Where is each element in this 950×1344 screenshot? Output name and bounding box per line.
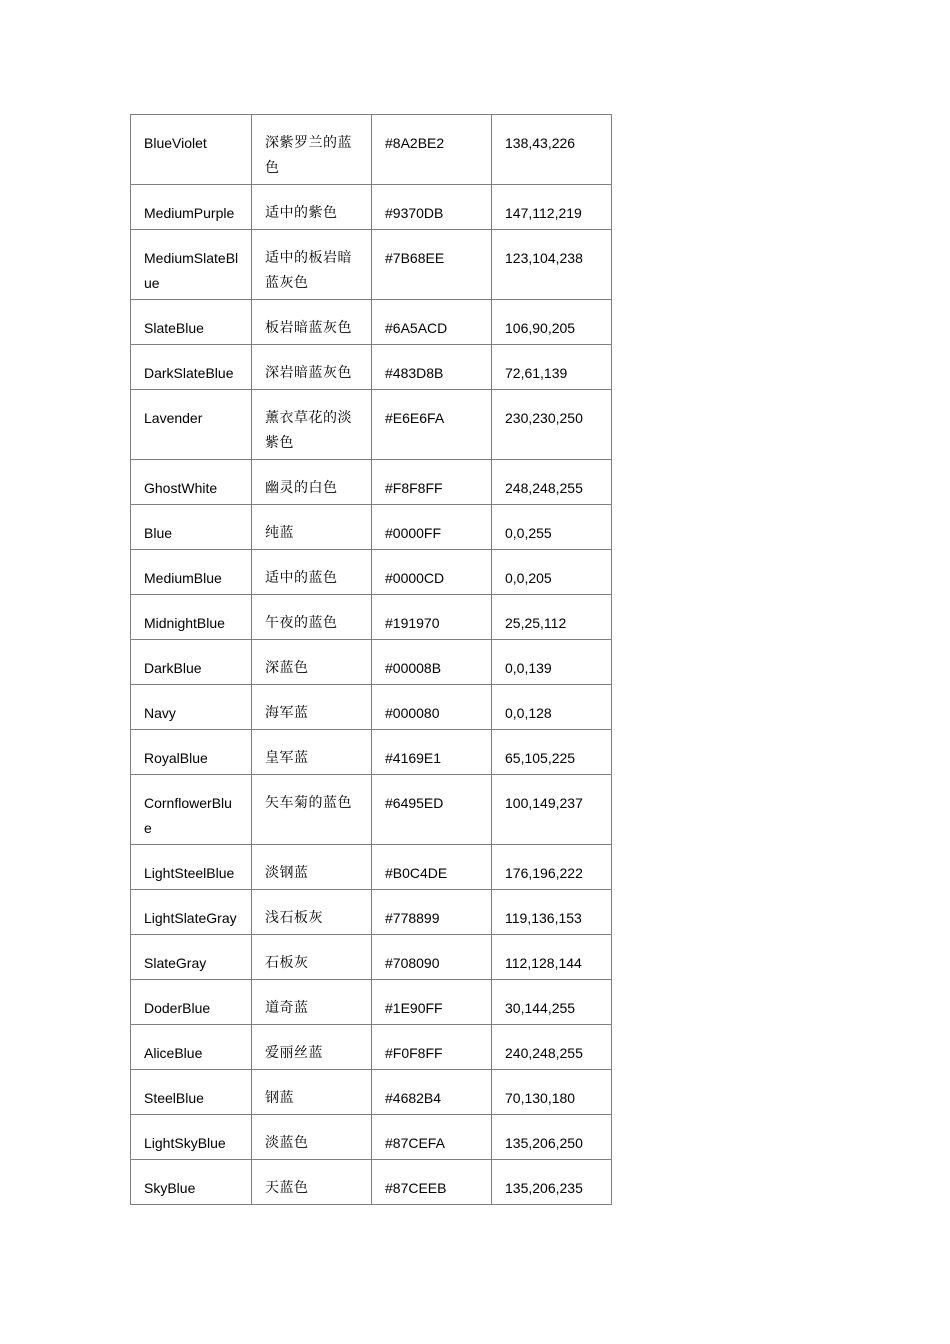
color-name-cell: RoyalBlue [131,730,252,775]
chinese-name-cell: 适中的板岩暗蓝灰色 [252,230,372,300]
table-row [131,980,612,1025]
color-name-cell: SlateBlue [131,300,252,345]
chinese-name-cell: 皇军蓝 [252,730,372,775]
hex-code-cell: #8A2BE2 [372,115,492,185]
table-row [131,685,612,730]
table-row [131,595,612,640]
table-row [131,1025,612,1070]
hex-code-cell: #4169E1 [372,730,492,775]
chinese-name-cell: 爱丽丝蓝 [252,1025,372,1070]
color-name-cell: DarkBlue [131,640,252,685]
chinese-name-cell: 薰衣草花的淡紫色 [252,390,372,460]
chinese-name-cell: 深紫罗兰的蓝色 [252,115,372,185]
color-name-cell: CornflowerBlue [131,775,252,845]
color-name-cell: LightSkyBlue [131,1115,252,1160]
table-row [131,730,612,775]
color-name-cell: SlateGray [131,935,252,980]
hex-code-cell: #778899 [372,890,492,935]
color-name-cell: SteelBlue [131,1070,252,1115]
table-row [131,775,612,845]
rgb-value-cell: 147,112,219 [492,185,612,230]
rgb-value-cell: 106,90,205 [492,300,612,345]
chinese-name-cell: 深岩暗蓝灰色 [252,345,372,390]
table-row [131,845,612,890]
rgb-value-cell: 25,25,112 [492,595,612,640]
chinese-name-cell: 板岩暗蓝灰色 [252,300,372,345]
rgb-value-cell: 240,248,255 [492,1025,612,1070]
color-table [130,114,612,1205]
hex-code-cell: #B0C4DE [372,845,492,890]
color-name-cell: MediumSlateBlue [131,230,252,300]
table-row [131,1115,612,1160]
rgb-value-cell: 65,105,225 [492,730,612,775]
hex-code-cell: #0000CD [372,550,492,595]
chinese-name-cell: 纯蓝 [252,505,372,550]
color-name-cell: Navy [131,685,252,730]
rgb-value-cell: 0,0,255 [492,505,612,550]
color-name-cell: Blue [131,505,252,550]
table-row [131,185,612,230]
table-row [131,550,612,595]
color-name-cell: MediumBlue [131,550,252,595]
rgb-value-cell: 0,0,128 [492,685,612,730]
color-name-cell: LightSteelBlue [131,845,252,890]
rgb-value-cell: 112,128,144 [492,935,612,980]
table-row [131,390,612,460]
chinese-name-cell: 适中的蓝色 [252,550,372,595]
table-row [131,460,612,505]
color-name-cell: LightSlateGray [131,890,252,935]
chinese-name-cell: 淡钢蓝 [252,845,372,890]
rgb-value-cell: 138,43,226 [492,115,612,185]
color-name-cell: Lavender [131,390,252,460]
table-row [131,345,612,390]
chinese-name-cell: 午夜的蓝色 [252,595,372,640]
hex-code-cell: #6A5ACD [372,300,492,345]
rgb-value-cell: 135,206,235 [492,1160,612,1205]
rgb-value-cell: 70,130,180 [492,1070,612,1115]
chinese-name-cell: 深蓝色 [252,640,372,685]
rgb-value-cell: 119,136,153 [492,890,612,935]
hex-code-cell: #F0F8FF [372,1025,492,1070]
color-name-cell: DarkSlateBlue [131,345,252,390]
chinese-name-cell: 淡蓝色 [252,1115,372,1160]
table-row [131,1160,612,1205]
hex-code-cell: #87CEFA [372,1115,492,1160]
rgb-value-cell: 0,0,139 [492,640,612,685]
chinese-name-cell: 浅石板灰 [252,890,372,935]
rgb-value-cell: 100,149,237 [492,775,612,845]
chinese-name-cell: 钢蓝 [252,1070,372,1115]
rgb-value-cell: 123,104,238 [492,230,612,300]
hex-code-cell: #000080 [372,685,492,730]
color-name-cell: MidnightBlue [131,595,252,640]
chinese-name-cell: 矢车菊的蓝色 [252,775,372,845]
hex-code-cell: #9370DB [372,185,492,230]
color-name-cell: SkyBlue [131,1160,252,1205]
rgb-value-cell: 30,144,255 [492,980,612,1025]
hex-code-cell: #1E90FF [372,980,492,1025]
hex-code-cell: #7B68EE [372,230,492,300]
chinese-name-cell: 石板灰 [252,935,372,980]
chinese-name-cell: 道奇蓝 [252,980,372,1025]
color-name-cell: BlueViolet [131,115,252,185]
rgb-value-cell: 176,196,222 [492,845,612,890]
rgb-value-cell: 0,0,205 [492,550,612,595]
table-row [131,935,612,980]
hex-code-cell: #6495ED [372,775,492,845]
table-row [131,1070,612,1115]
color-name-cell: AliceBlue [131,1025,252,1070]
hex-code-cell: #00008B [372,640,492,685]
hex-code-cell: #0000FF [372,505,492,550]
chinese-name-cell: 天蓝色 [252,1160,372,1205]
chinese-name-cell: 海军蓝 [252,685,372,730]
rgb-value-cell: 230,230,250 [492,390,612,460]
table-row [131,300,612,345]
rgb-value-cell: 135,206,250 [492,1115,612,1160]
hex-code-cell: #483D8B [372,345,492,390]
table-row [131,230,612,300]
hex-code-cell: #87CEEB [372,1160,492,1205]
table-row [131,115,612,185]
hex-code-cell: #4682B4 [372,1070,492,1115]
color-name-cell: MediumPurple [131,185,252,230]
table-row [131,890,612,935]
color-table-body [131,115,612,1205]
rgb-value-cell: 72,61,139 [492,345,612,390]
chinese-name-cell: 幽灵的白色 [252,460,372,505]
color-name-cell: GhostWhite [131,460,252,505]
chinese-name-cell: 适中的紫色 [252,185,372,230]
hex-code-cell: #E6E6FA [372,390,492,460]
hex-code-cell: #F8F8FF [372,460,492,505]
color-name-cell: DoderBlue [131,980,252,1025]
rgb-value-cell: 248,248,255 [492,460,612,505]
hex-code-cell: #191970 [372,595,492,640]
table-row [131,640,612,685]
hex-code-cell: #708090 [372,935,492,980]
table-row [131,505,612,550]
